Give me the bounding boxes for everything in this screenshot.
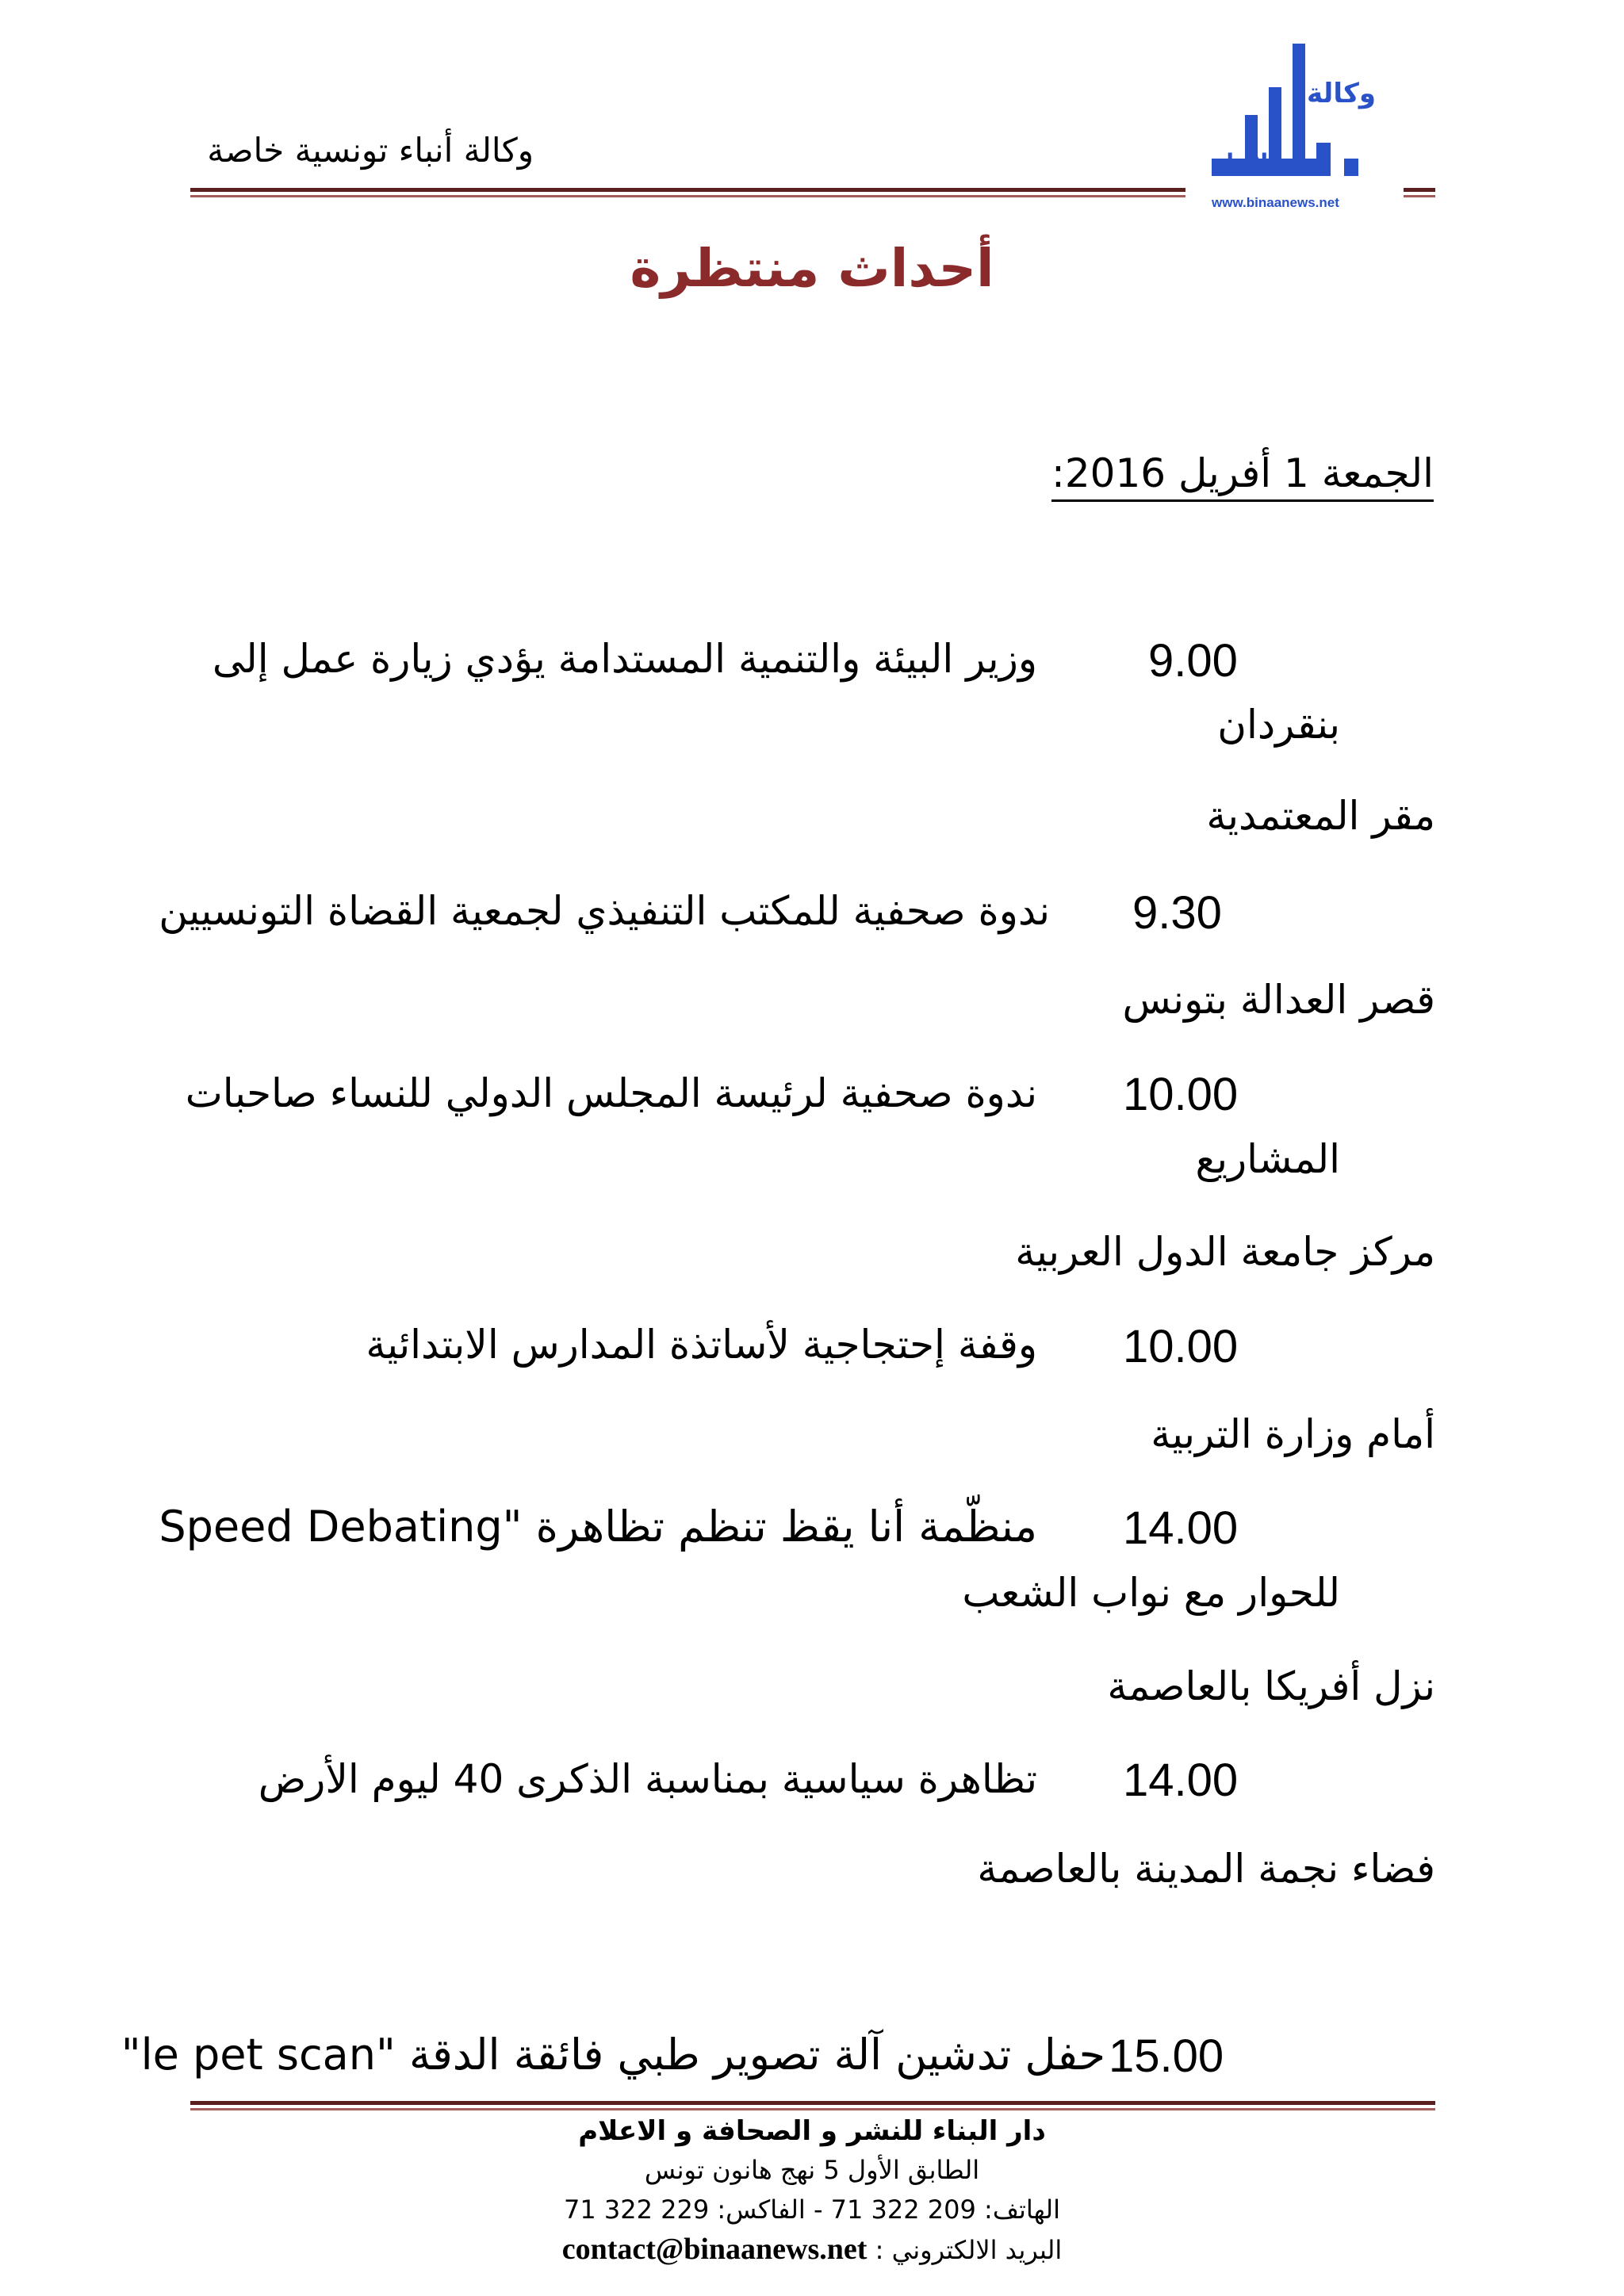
footer-rule-thin xyxy=(190,2108,1435,2110)
event-time: 15.00 xyxy=(1109,2030,1224,2082)
event-title-cont: المشاريع xyxy=(1195,1136,1340,1182)
event-title: منظّمة أنا يقظ تنظم تظاهرة "Speed Debating xyxy=(159,1502,1037,1552)
event-time: 10.00 xyxy=(1123,1321,1239,1372)
event-location: قصر العدالة بتونس xyxy=(1122,977,1435,1023)
footer-phone-fax: الهاتف: 209 322 71 - الفاكس: 229 322 71 xyxy=(563,2195,1060,2225)
event-title-cont: للحوار مع نواب الشعب xyxy=(962,1570,1340,1616)
page-title: أحداث منتظرة xyxy=(630,238,994,299)
event-title: ندوة صحفية للمكتب التنفيذي لجمعية القضاة التونسيين xyxy=(159,888,1050,934)
binaa-logo xyxy=(1205,40,1376,214)
event-title: تظاهرة سياسية بمناسبة الذكرى 40 ليوم الأرض xyxy=(258,1756,1037,1802)
logo-word-brand: للأنباء xyxy=(1215,149,1277,175)
header-rule-right xyxy=(1404,188,1435,192)
event-title: حفل تدشين آلة تصوير طبي فائقة الدقة "le pet scan" xyxy=(121,2030,1105,2080)
event-time: 14.00 xyxy=(1123,1755,1239,1806)
logo-word-top: وكالة xyxy=(1306,78,1376,109)
event-location: نزل أفريكا بالعاصمة xyxy=(1107,1663,1435,1709)
event-location: أمام وزارة التربية xyxy=(1151,1411,1435,1457)
logo-url: www.binaanews.net xyxy=(1212,195,1339,210)
agency-name: وكالة أنباء تونسية خاصة xyxy=(207,131,534,170)
event-time: 10.00 xyxy=(1123,1069,1239,1120)
header-rule-left-thin xyxy=(190,195,1185,197)
event-location: مقر المعتمدية xyxy=(1206,793,1435,839)
logo-mark-icon xyxy=(1205,40,1376,214)
event-time: 14.00 xyxy=(1123,1502,1239,1554)
event-title-cont: بنقردان xyxy=(1217,702,1340,748)
event-title: ندوة صحفية لرئيسة المجلس الدولي للنساء صاحبات xyxy=(185,1070,1037,1116)
footer-publisher: دار البناء للنشر و الصحافة و الاعلام xyxy=(578,2115,1046,2147)
event-location: مركز جامعة الدول العربية xyxy=(1015,1229,1435,1275)
event-location: فضاء نجمة المدينة بالعاصمة xyxy=(977,1846,1435,1892)
event-title: وزير البيئة والتنمية المستدامة يؤدي زيارة عمل إلى xyxy=(212,636,1037,682)
footer-email-label: البريد الالكتروني : xyxy=(875,2235,1063,2265)
header-rule-left xyxy=(190,188,1185,192)
footer-email[interactable]: contact@binaanews.net xyxy=(561,2233,868,2266)
footer-address: الطابق الأول 5 نهج هانون تونس xyxy=(644,2155,980,2185)
event-title: وقفة إحتجاجية لأساتذة المدارس الابتدائية xyxy=(366,1322,1037,1368)
footer-email-line xyxy=(0,2232,1624,2267)
event-time: 9.30 xyxy=(1132,887,1222,939)
footer-rule xyxy=(190,2101,1435,2105)
header-rule-right-thin xyxy=(1404,195,1435,197)
date-heading: الجمعة 1 أفريل 2016: xyxy=(1051,450,1434,502)
event-time: 9.00 xyxy=(1148,635,1238,687)
